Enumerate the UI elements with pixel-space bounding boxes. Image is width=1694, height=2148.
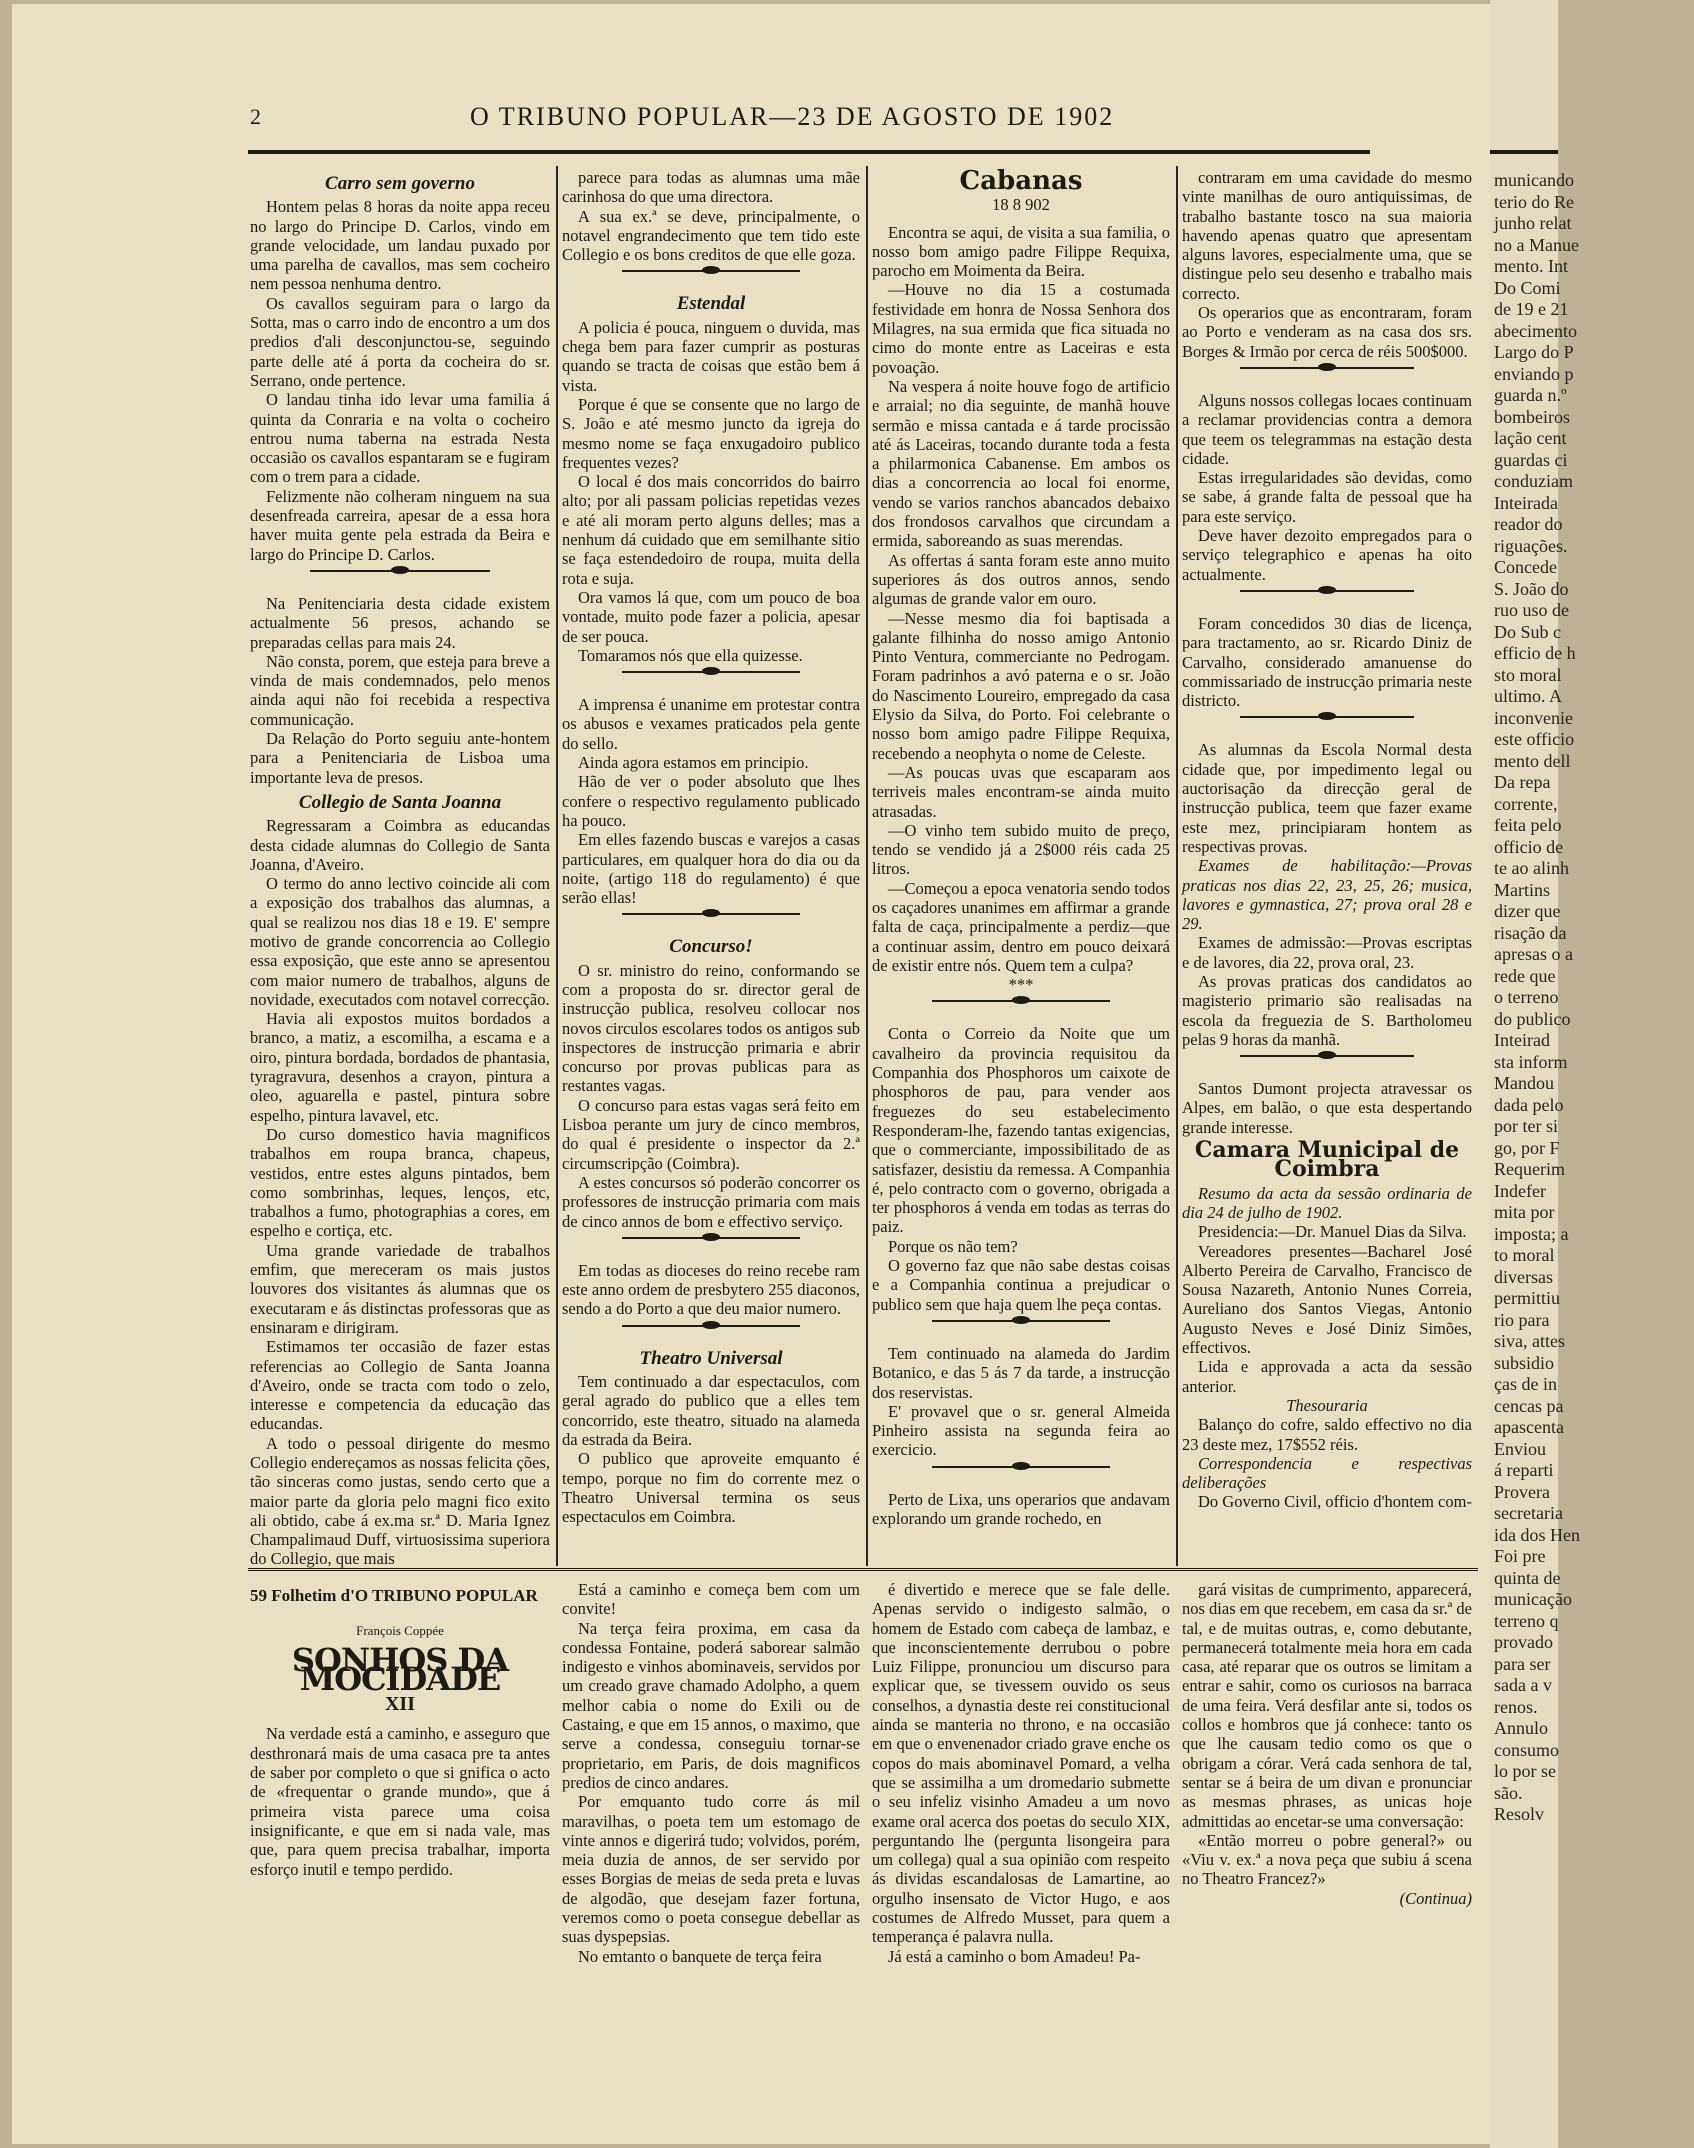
adjacent-page-line: sada a v: [1494, 1675, 1552, 1695]
paragraph: Presidencia:—Dr. Manuel Dias da Silva.: [1198, 1222, 1467, 1242]
paragraph: Lida e approvada a acta da sessão anterior.: [1182, 1357, 1472, 1396]
adjacent-page-line: apresas o a: [1494, 944, 1573, 964]
paragraph: O local é dos mais concorridos do bairro alto; por ali passam policias repetidas vezes e até ali moram perto alguns delles; mas a nenhum dá cuidado que em semilhante sitio se faça estendedoiro de roupa, muita della rota e suja.: [562, 472, 860, 588]
folhetim-title: SONHOS DA MOCIDADE: [291, 1640, 509, 1698]
adjacent-page-line: ida dos Hen: [1494, 1524, 1580, 1545]
paragraph: Em elles fazendo buscas e varejos a casas particulares, em qualquer hora do dia ou da noite, (artigo 118 do regulamento) é que serão ellas!: [562, 830, 860, 908]
column-3: [872, 168, 1170, 1566]
paragraph: As provas praticas dos candidatos ao magisterio primario são realisadas na escola da freguezia de S. Bartholomeu pelas 9 horas da manhã.: [1182, 971, 1472, 1049]
adjacent-page-line: para ser: [1494, 1653, 1551, 1674]
paragraph: Hontem pelas 8 horas da noite appa receu no largo do Principe D. Carlos, vindo em grande velocidade, um landau puxado por uma parelha de cavallos, mas sem cocheiro nem pessoa nenhuma dentro.: [250, 197, 550, 294]
paragraph: Resumo da acta da sessão ordinaria de dia 24 de julho de 1902.: [1182, 1183, 1472, 1222]
adjacent-page-line: ultimo. A: [1494, 686, 1563, 706]
adjacent-page-line: reador do: [1494, 514, 1563, 534]
adjacent-page-line: municando: [1494, 170, 1574, 190]
adjacent-page-line: provado: [1494, 1632, 1553, 1652]
adjacent-page-edge: [1490, 0, 1580, 2148]
paragraph: No emtanto o banquete de terça feira: [578, 1946, 822, 1966]
adjacent-page-line: enviando p: [1494, 363, 1574, 384]
separator-ornament: [932, 1466, 1111, 1482]
adjacent-page-line: officio de: [1494, 836, 1564, 857]
paragraph: Estas irregularidades são devidas, como se sabe, á grande falta de pessoal que ha para este serviço.: [1182, 468, 1472, 526]
separator-ornament: [622, 1237, 801, 1253]
adjacent-page-line: ças de in: [1494, 1374, 1557, 1394]
adjacent-page-line: cencas pa: [1494, 1395, 1564, 1416]
adjacent-page-line: Foi pre: [1494, 1546, 1546, 1566]
paragraph: Já está a caminho o bom Amadeu! Pa-: [888, 1946, 1141, 1966]
adjacent-page-line: Requerim: [1494, 1159, 1565, 1179]
paragraph: —O vinho tem subido muito de preço, tendo se vendido já a 2$000 réis cada 25 litros.: [872, 820, 1170, 879]
adjacent-page-line: dada pelo: [1494, 1094, 1564, 1115]
separator-ornament: [932, 1320, 1111, 1336]
paragraph: Havia ali expostos muitos bordados a branco, a matiz, a escomilha, a escama e a oiro, pintura bordada, bordados de phantasia, tyragravura, desenhos a crayon, pintura a oleo, aguarella e pastel, pintura sobre espelho, pintura lavavel, etc.: [250, 1009, 550, 1125]
adjacent-page-line: riguações.: [1494, 535, 1568, 556]
separator-ornament: [310, 570, 490, 586]
column-4: [1182, 168, 1472, 1566]
adjacent-page-line: te ao alinh: [1494, 858, 1569, 878]
paragraph: Tem continuado a dar espectaculos, com geral agrado do publico que a elles tem concorrido, este theatro, situado na alameda da estrada da Beira.: [562, 1372, 860, 1449]
adjacent-page-line: rede que: [1494, 965, 1556, 986]
adjacent-page-line: Do Sub c: [1494, 621, 1561, 642]
separator-ornament: [1240, 590, 1414, 606]
masthead-title: O TRIBUNO POPULAR—23 DE AGOSTO DE 1902: [470, 102, 1115, 131]
adjacent-page-line: terreno q: [1494, 1610, 1559, 1631]
separator-ornament: [622, 671, 801, 687]
paragraph: A imprensa é unanime em protestar contra os abusos e vexames praticados pela gente do sello.: [562, 695, 860, 753]
paragraph: Exames de habilitação:—Provas praticas nos dias 22, 23, 25, 26; musica, lavores e gymnastica, 27; prova oral 28 e 29.: [1182, 856, 1472, 934]
adjacent-page-line: consumo: [1494, 1739, 1559, 1760]
adjacent-page-line: Provera: [1494, 1481, 1550, 1502]
paragraph: —Houve no dia 15 a costumada festividade em honra de Nossa Senhora dos Milagres, na sua ermida que fica situada no cimo do monte entre as Laceiras e esta povoação.: [872, 280, 1170, 377]
adjacent-page-line: conduziam: [1494, 471, 1573, 491]
paragraph: Estimamos ter occasião de fazer estas referencias ao Collegio de Santa Joanna d'Aveiro, onde se tracta com todo o zelo, interesse e competencia da educação das educandas.: [250, 1337, 550, 1434]
paragraph: Regressaram a Coimbra as educandas desta cidade alumnas do Collegio de Santa Joanna, d'Aveiro.: [250, 816, 550, 874]
adjacent-page-line: Annulo: [1494, 1718, 1548, 1738]
adjacent-page-line: permittiu: [1494, 1288, 1560, 1308]
page-number: 2: [250, 104, 261, 129]
adjacent-page-line: do publico: [1494, 1008, 1571, 1029]
paragraph: Perto de Lixa, uns operarios que andavam explorando um grande rochedo, en: [872, 1489, 1170, 1528]
adjacent-page-line: diversas: [1494, 1266, 1553, 1287]
paragraph: Os cavallos seguiram para o largo da Sotta, mas o carro indo de encontro a um dos predios d'ali desconjunctou-se, seguindo parte delle até á porta da cocheira do sr. Serrano, onde pertence.: [250, 293, 550, 390]
adjacent-page-line: abecimento: [1494, 320, 1577, 341]
adjacent-page-line: ruo uso de: [1494, 600, 1569, 620]
paragraph: é divertido e merece que se fale delle. Apenas servido o indigesto salmão, o homem de Estado com cabeça de lambaz, e que inconscientemente derrubou o pobre Luiz Filippe, pronunciou um discurso para explicar que, se tivessem ouvido os seus conselhos, a dynastia deste rei constitucional ainda se manteria no throno, e na occasião em que o envenenador criado grave enche os copos do mais abominavel Pomard, a velha que se assimilha a um dromedario submette o seu infeliz visinho Amadeu a um novo exame oral acerca dos poetas do seculo XIX, perguntando lhe (pergunta lisongeira para um collega) qual a sua opinião com respeito ás dividas escandalosas de Lamartine, ao orgulho insensato de Victor Hugo, e aos costumes de Alfredo Musset, para quem a temperança é palavra nulla.: [872, 1580, 1170, 1947]
adjacent-page-line: mento. Int: [1494, 256, 1568, 276]
adjacent-page-line: bombeiros: [1494, 406, 1570, 427]
paragraph: Porque os não tem?: [888, 1236, 1018, 1256]
column-rule: [556, 166, 558, 1566]
adjacent-page-line: junho relat: [1494, 213, 1572, 233]
paragraph: Na vespera á noite houve fogo de artificio e arraial; no dia seguinte, de manhã houve sermão e missa cantada e á tarde procissão até ás Laceiras, tocando durante toda a festa a philarmonica Cabanense. Em ambos os dias a concorrencia ao local foi enorme, vendo se varios ranchos abancados debaixo dos frondosos carvalhos que circundam a ermida, saboreando as suas merendas.: [872, 376, 1170, 551]
adjacent-page-line: secretaria: [1494, 1503, 1563, 1523]
adjacent-page-line: são.: [1494, 1782, 1523, 1803]
adjacent-page-line: subsidio: [1494, 1352, 1555, 1373]
paragraph: A policia é pouca, ninguem o duvida, mas chega bem para fazer cumprir as posturas quando se tracta de coisas que estão bem á vista.: [562, 317, 860, 395]
adjacent-page-line: to moral: [1494, 1245, 1555, 1265]
paragraph: Conta o Correio da Noite que um cavalheiro da provincia requisitou da Companhia dos Phosphoros um caixote de phosphoros de pau, para vender aos freguezes do seu estabelecimento Responderam-lhe, fazendo tantas exigencias, que o commerciante, impossibilitado de as satisfazer, desistiu da remessa. A Companhia é, pelo contracto com o governo, obrigada a ter phosphoros á venda em todas as terras do paiz.: [872, 1024, 1170, 1237]
adjacent-page-line: risação da: [1494, 922, 1567, 943]
paragraph: Balanço do cofre, saldo effectivo no dia 23 deste mez, 17$552 réis.: [1182, 1415, 1472, 1454]
adjacent-page-line: o terreno: [1494, 987, 1559, 1007]
headline-collegio: Collegio de Santa Joanna: [298, 791, 502, 813]
separator-ornament: [1240, 367, 1414, 383]
paragraph: O landau tinha ido levar uma familia á quinta da Conraria e na volta o cocheiro entrou numa taberna na estrada Nesta occasião os cavallos espantaram se e fugiram com o trem para a cidade.: [250, 390, 550, 487]
adjacent-page-line: quinta de: [1494, 1567, 1561, 1588]
paragraph: Do curso domestico havia magnificos trabalhos em roupa branca, chapeus, vestidos, entre estes alguns pintados, bem como sombrinhas, leques, lenços, etc, trabalhos a fumo, photographias a cores, em espelho e cortiça, etc.: [250, 1124, 550, 1241]
separator-ornament: [622, 913, 801, 929]
adjacent-page-line: de 19 e 21: [1494, 299, 1569, 319]
paragraph: Os operarios que as encontraram, foram ao Porto e venderam as na casa dos srs. Borges & Irmão por cerca de réis 500$000.: [1182, 303, 1472, 361]
paragraph: Na verdade está a caminho, e asseguro que desthronará mais de uma casaca pre ta antes de saber por completo o que si gnifica o acto de «frequentar o grande mundo», que á primeira vista parece uma coisa insignificante, e que em si nada vale, mas que, para quem precisa trabalhar, importa esforço inutil e tempo perdido.: [250, 1724, 550, 1879]
adjacent-page-line: Largo do P: [1494, 342, 1574, 362]
headline-carro-sem-governo: Carro sem governo: [325, 173, 475, 194]
masthead-rule: [248, 150, 1370, 154]
continua-label: (Continua): [1399, 1888, 1472, 1908]
paragraph: As alumnas da Escola Normal desta cidade que, por impedimento legal ou auctorisação da direcção geral de instrucção publica, teem que fazer exame este mez, principiaram hontem as respectivas provas.: [1182, 740, 1472, 856]
paragraph: O publico que aproveite emquanto é tempo, porque no fim do corrente mez o Theatro Universal termina os seus espectaculos em Coimbra.: [562, 1449, 860, 1527]
paragraph: —As poucas uvas que escaparam aos terriveis males encontram-se ainda muito atrasadas.: [872, 762, 1170, 821]
paragraph: —Nesse mesmo dia foi baptisada a galante filhinha do nosso amigo Antonio Pinto Ventura, commerciante no Pedrogam. Foram padrinhos a avó paterna e o sr. João do Nascimento Loureiro, empregado da casa Elysio da Silva, do Porto. Foi celebrante o nosso bom amigo padre Filippe Requixa, recebendo a neophyta o nome de Celeste.: [872, 608, 1170, 763]
headline-camara-municipal: Camara Municipal de Coimbra: [1194, 1137, 1460, 1183]
adjacent-page-line: á reparti: [1494, 1460, 1554, 1480]
paragraph: O sr. ministro do reino, conformando se com a proposta do sr. director geral de instrucção publica, resolveu collocar nos novos circulos escolares todos os antigos sub inspectores de instrucção primaria e abrir concurso por provas publicas para as restantes vagas.: [562, 960, 860, 1096]
adjacent-page-line: municação: [1494, 1589, 1572, 1609]
paragraph: Tomaramos nós que ella quizesse.: [578, 645, 803, 665]
adjacent-page-line: Mandou: [1494, 1073, 1554, 1093]
paragraph: A sua ex.ª se deve, principalmente, o notavel engrandecimento que tem tido este Collegio e os bons creditos de que elle goza.: [562, 206, 860, 265]
adjacent-page-line: terio do Re: [1494, 191, 1574, 212]
adjacent-page-line: mita por: [1494, 1202, 1555, 1222]
headline-concurso: Concurso!: [669, 936, 753, 958]
paragraph: Porque é que se consente que no largo de S. João e até mesmo juncto da igreja do mesmo nome se faça enxugadoiro publico frequentes vezes?: [562, 394, 860, 472]
adjacent-page-line: Inteirada: [1494, 492, 1558, 513]
paragraph: Na Penitenciaria desta cidade existem actualmente 56 presos, achando se preparadas cellas para mais 24.: [250, 593, 550, 652]
asterism: ***: [1008, 975, 1034, 995]
paragraph: —Começou a epoca venatoria sendo todos os caçadores unanimes em affirmar a grande falta de caça, principalmente a perdiz—que a continuar assim, dentro em pouco deixará de existir entre nós. Quem tem a culpa?: [872, 878, 1170, 975]
adjacent-page-line: rio para: [1494, 1309, 1550, 1330]
adjacent-page-line: dizer que: [1494, 901, 1561, 921]
adjacent-page-line: Do Comi: [1494, 277, 1561, 298]
adjacent-page-line: lação cent: [1494, 428, 1567, 448]
adjacent-page-line: inconvenie: [1494, 707, 1573, 728]
folhetim-column-1: [250, 1580, 550, 2120]
adjacent-page-line: go, por F: [1494, 1137, 1560, 1158]
headline-estendal: Estendal: [676, 293, 746, 315]
separator-ornament: [932, 1000, 1111, 1016]
folhetim-column-4: [1182, 1580, 1472, 2120]
adjacent-page-line: Resolv: [1494, 1804, 1545, 1824]
adjacent-page-line: feita pelo: [1494, 815, 1562, 835]
folhetim-chapter: XII: [384, 1693, 415, 1716]
headline-cabanas: Cabanas: [959, 166, 1083, 196]
adjacent-page-line: siva, attes: [1494, 1331, 1565, 1351]
adjacent-page-line: S. João do: [1494, 578, 1569, 599]
adjacent-page-line: Inteirad: [1494, 1030, 1550, 1050]
paragraph: Não consta, porem, que esteja para breve a vinda de mais condemnados, pelo menos ainda aqui não foi recebida a respectiva communicação.: [250, 651, 550, 729]
adjacent-page-line: corrente,: [1494, 793, 1558, 814]
folhetim-column-3: [872, 1580, 1170, 2120]
paragraph: gará visitas de cumprimento, apparecerá, nos dias em que recebem, em casa da sr.ª de tal, e de muitas outras, e, como debutante, permanecerá totalmente meia hora em cada casa, até reparar que os outros se limitam a entrar e sahir, como os curiosos na barraca de uma feira. Verá desfilar ante si, todos os collos e hombros que já conhece: tanto os que lhe causam tedio como os que o obrigam a córar. Verá cada senhora de tal, sentar se á beira de um divan e pronunciar as mesmas phrases, as unicas hoje admittidas ao encetar-se uma conversação:: [1182, 1580, 1472, 1831]
paragraph: parece para todas as alumnas uma mãe carinhosa do que uma directora.: [562, 168, 860, 207]
adjacent-page-line: sto moral: [1494, 664, 1562, 685]
paragraph: Por emquanto tudo corre ás mil maravilhas, o poeta tem um estomago de vinte annos e digerirá tudo; volvidos, porém, meia duzia de annos, de ser servido por esses Borgias de meias de seda preta e luvas de algodão, que desejam fazer fortuna, veremos como o poeta consegue debellar as suas dyspepsias.: [562, 1792, 860, 1947]
paragraph: Uma grande variedade de trabalhos emfim, que mereceram os mais justos louvores dos visitantes ás alumnas que os executaram e ás distinctas professoras que as ensinaram e dirigiram.: [250, 1240, 550, 1337]
paragraph: A estes concursos só poderão concorrer os professores de instrucção primaria com mais de cinco annos de bom e effectivo serviço.: [562, 1172, 860, 1231]
paragraph: Da Relação do Porto seguiu ante-hontem para a Penitenciaria de Lisboa uma importante leva de presos.: [250, 729, 550, 787]
paragraph: Ora vamos lá que, com um pouco de boa vontade, muito pode fazer a policia, apesar de ser pouca.: [562, 587, 860, 646]
paragraph: Na terça feira proxima, em casa da condessa Fontaine, poderá saborear salmão indigesto e vinhos abominaveis, servidos por um creado grave chamado Adolpho, a quem melhor cabia o nome do Exili ou de Castaing, e que em 15 annos, o maximo, que serve a condessa, conseguiu tornar-se proprietario, em Paris, de dois magnificos predios de cinco andares.: [562, 1618, 860, 1792]
adjacent-page-line: lo por se: [1494, 1761, 1556, 1781]
paragraph: O concurso para estas vagas será feito em Lisboa perante um jury de cinco membros, do qual é presidente o inspector da 2.ª circumscripção (Coimbra).: [562, 1095, 860, 1173]
adjacent-page-line: Enviou: [1494, 1438, 1546, 1459]
paragraph: Encontra se aqui, de visita a sua familia, o nosso bom amigo padre Filippe Requixa, parocho em Moimenta da Beira.: [872, 222, 1170, 281]
paragraph: Santos Dumont projecta atravessar os Alpes, em balão, o que esta despertando grande interesse.: [1182, 1079, 1472, 1137]
paragraph: «Então morreu o pobre general?» ou «Viu v. ex.ª a nova peça que subiu á scena no Theatro Francez?»: [1182, 1830, 1472, 1889]
adjacent-page-line: efficio de h: [1494, 643, 1576, 663]
adjacent-page-line: guarda n.º: [1494, 385, 1567, 405]
adjacent-page-line: guardas ci: [1494, 449, 1568, 470]
paragraph: Felizmente não colheram ninguem na sua desenfreada carreira, apesar de a essa hora haver muita gente pela estrada da Beira e largo do Principe D. Carlos.: [250, 486, 550, 564]
adjacent-page-line: Concede: [1494, 557, 1557, 577]
adjacent-page-line: Martins: [1494, 879, 1550, 900]
column-2: [562, 168, 860, 1566]
paragraph: Tem continuado na alameda do Jardim Botanico, e das 5 ás 7 da tarde, a instrucção dos reservistas.: [872, 1343, 1170, 1402]
adjacent-page-line: apascenta: [1494, 1417, 1564, 1437]
adjacent-page-line: sta inform: [1494, 1051, 1568, 1072]
separator-ornament: [622, 270, 801, 286]
adjacent-page-line: Da repa: [1494, 772, 1551, 792]
paragraph: O governo faz que não sabe destas coisas e a Companhia continua a prejudicar o publico sem que haja quem lhe peça contas.: [872, 1256, 1170, 1314]
folhetim-label: 59 Folhetim d'O TRIBUNO POPULAR: [250, 1586, 538, 1605]
paragraph: contraram em uma cavidade do mesmo vinte manilhas de ouro antiquissimas, de trabalho bastante tosco na sua maioria havendo apenas quatro que apresentam alguns lavores, especialmente uma, que se distingue pelo seu desenho e trabalho mais correcto.: [1182, 168, 1472, 303]
paragraph: Ainda agora estamos em principio.: [578, 753, 809, 773]
adjacent-page-rule: [1490, 150, 1558, 154]
paragraph: O termo do anno lectivo coincide ali com a exposição dos trabalhos das alumnas, a qual se realizou nos dias 18 e 19. E' sempre motivo de grande concorrencia ao Collegio essa exposição, que este anno se apresentou com maior numero de trabalhos, alguns de novidade, executados com notavel correcção.: [250, 874, 550, 1009]
separator-ornament: [1240, 716, 1414, 732]
paragraph: Em todas as dioceses do reino recebe ram este anno ordem de presbytero 255 diaconos, sendo a do Porto a que deu maior numero.: [562, 1260, 860, 1319]
paragraph: A todo o pessoal dirigente do mesmo Collegio endereçamos as nossas felicita ções, tão sinceras como justas, sendo certo que a maior parte da gloria pelo magni fico exito ali obtido, cabe á ex.ma sr.ª D. Maria Ignez Champalimaud Duff, virtuosissima superiora do Collegio, que mais: [250, 1433, 550, 1569]
paragraph: Hão de ver o poder absoluto que lhes confere o respectivo regulamento publicado ha pouco.: [562, 772, 860, 830]
paragraph: Está a caminho e começa bem com um convite!: [562, 1580, 860, 1619]
paragraph: E' provavel que o sr. general Almeida Pinheiro assista na segunda feira ao exercicio.: [872, 1401, 1170, 1460]
column-rule: [1176, 166, 1178, 1566]
paragraph: Do Governo Civil, officio d'hontem com-: [1198, 1492, 1472, 1512]
paragraph: Exames de admissão:—Provas escriptas e de lavores, dia 22, prova oral, 23.: [1182, 933, 1472, 972]
column-rule: [866, 166, 868, 1566]
subhead-thesouraria: Thesouraria: [1286, 1395, 1368, 1415]
adjacent-page-line: por ter si: [1494, 1116, 1558, 1136]
headline-theatro-universal: Theatro Universal: [639, 1347, 783, 1369]
paragraph: Foram concedidos 30 dias de licença, para tractamento, ao sr. Ricardo Diniz de Carvalho, considerado amanuense do commissariado de instrucção primaria neste districto.: [1182, 613, 1472, 711]
folhetim-column-2: [562, 1580, 860, 2120]
separator-ornament: [1240, 1055, 1414, 1071]
adjacent-page-line: imposta; a: [1494, 1223, 1569, 1244]
paragraph: Vereadores presentes—Bacharel José Alberto Pereira de Carvalho, Francisco de Sousa Nazareth, Antonio Nunes Correia, Aureliano dos Santos Viegas, Antonio Augusto Neves e José Diniz Simões, effectivos.: [1182, 1241, 1472, 1358]
paragraph: As offertas á santa foram este anno muito superiores ás dos outros annos, sendo algumas de grande valor em ouro.: [872, 550, 1170, 609]
paragraph: Alguns nossos collegas locaes continuam a reclamar providencias contra a demora que teem os telegrammas na estação desta cidade.: [1182, 390, 1472, 468]
adjacent-page-line: mento dell: [1494, 750, 1571, 771]
adjacent-page-line: renos.: [1494, 1696, 1538, 1717]
adjacent-page-line: Indefer: [1494, 1180, 1546, 1201]
adjacent-page-line: este officio: [1494, 729, 1575, 749]
column-1: [250, 168, 550, 1569]
separator-ornament: [622, 1325, 801, 1341]
paragraph: Deve haver dezoito empregados para o serviço telegraphico e apenas ha oito actualmente.: [1182, 526, 1472, 584]
paragraph: Correspondencia e respectivas deliberações: [1182, 1453, 1472, 1493]
adjacent-page-line: no a Manue: [1494, 234, 1579, 255]
dateline: 18 8 902: [992, 195, 1050, 215]
folhetim-author: François Coppée: [356, 1623, 444, 1639]
